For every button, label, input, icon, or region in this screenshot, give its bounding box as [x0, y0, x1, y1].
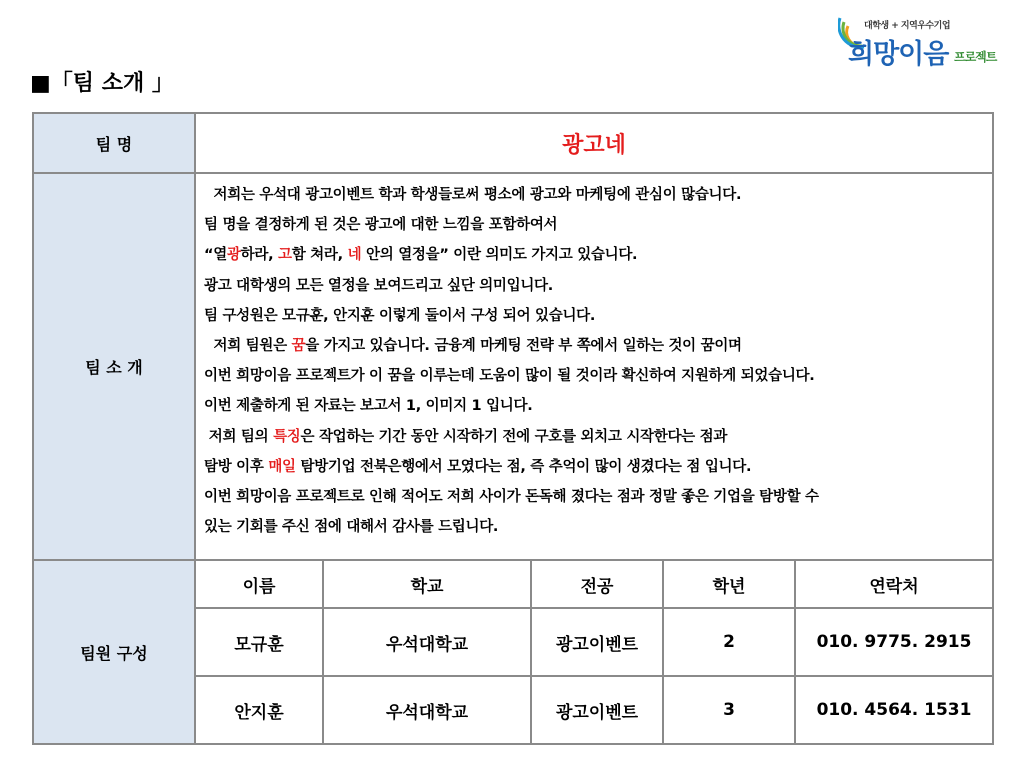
highlight-text: 고 — [278, 247, 292, 264]
intro-text: 이번 희망이음 프로젝트로 인해 적어도 저희 사이가 돈독해 졌다는 점과 정말 좋은 기업을 탐방할 수 — [204, 489, 819, 506]
project-logo — [838, 14, 998, 76]
intro-line — [204, 361, 984, 391]
intro-text: 저희 팀의 — [204, 428, 274, 445]
member-major: 광고이벤트 — [531, 608, 663, 676]
intro-text: “열 — [204, 247, 227, 264]
intro-text: 저희 팀원은 — [204, 338, 292, 355]
members-row — [33, 560, 993, 744]
members-cell — [195, 560, 993, 744]
logo-tagline: 대학생 + 지역우수기업 — [864, 21, 951, 31]
intro-text: 탐방기업 전북은행에서 모였다는 점, 즉 추억이 많이 생겼다는 점 입니다. — [295, 458, 752, 475]
intro-line — [204, 482, 984, 512]
team-intro-label: 팀 소 개 — [33, 173, 195, 560]
header-grade: 학년 — [663, 561, 795, 608]
members-label: 팀원 구성 — [33, 560, 195, 744]
intro-text: 은 작업하는 기간 동안 시작하기 전에 구호를 외치고 시작한다는 점과 — [300, 428, 728, 445]
intro-text: 안의 열정을” 이란 의미도 가지고 있습니다. — [361, 247, 638, 264]
team-name-value: 광고네 — [195, 113, 993, 173]
member-school: 우석대학교 — [323, 676, 531, 743]
intro-text: 이번 제출하게 된 자료는 보고서 1, 이미지 1 입니다. — [204, 398, 533, 415]
team-intro-text — [195, 173, 993, 560]
team-intro-row — [33, 173, 993, 560]
team-name-row — [33, 113, 993, 173]
members-table — [196, 561, 992, 743]
intro-text: 팀 구성원은 모규훈, 안지훈 이렇게 둘이서 구성 되어 있습니다. — [204, 307, 596, 324]
intro-text: 있는 기회를 주신 점에 대해서 감사를 드립니다. — [204, 519, 499, 536]
member-contact: 010. 9775. 2915 — [795, 608, 992, 676]
member-name: 안지훈 — [234, 702, 284, 723]
highlight-text: 매일 — [268, 458, 296, 475]
intro-line — [204, 271, 984, 301]
table-row — [196, 676, 992, 743]
intro-text: 함 쳐라, — [291, 247, 348, 264]
intro-text: 저희는 우석대 광고이벤트 학과 학생들로써 평소에 광고와 마케팅에 관심이 많습니다. — [204, 187, 742, 203]
intro-text: 을 가지고 있습니다. 금융계 마케팅 전략 부 쪽에서 일하는 것이 꿈이며 — [305, 338, 742, 355]
highlight-text: 네 — [347, 247, 362, 264]
intro-line — [204, 301, 984, 331]
intro-line — [204, 452, 984, 482]
intro-line — [204, 512, 984, 542]
members-header-row — [196, 561, 992, 608]
intro-text: 광고 대학생의 모든 열정을 보여드리고 싶단 의미입니다. — [204, 277, 553, 294]
highlight-text: 특징 — [273, 428, 301, 445]
intro-line — [204, 331, 984, 361]
team-name-label: 팀 명 — [33, 113, 195, 173]
member-contact: 010. 4564. 1531 — [795, 676, 992, 743]
team-table — [32, 112, 994, 745]
logo-title: 희망이음 — [848, 39, 949, 70]
table-row — [196, 608, 992, 676]
member-name: 모규훈 — [196, 608, 323, 676]
intro-text: 탐방 이후 — [204, 458, 269, 475]
intro-text: 팀 명을 결정하게 된 것은 광고에 대한 느낌을 포함하여서 — [204, 217, 558, 234]
header-contact: 연락처 — [795, 561, 992, 608]
intro-line — [204, 210, 984, 240]
intro-line — [204, 180, 984, 210]
intro-text: 이번 희망이음 프로젝트가 이 꿈을 이루는데 도움이 많이 될 것이라 확신하여 지원하게 되었습니다. — [204, 368, 815, 385]
member-grade: 2 — [663, 608, 795, 676]
highlight-text: 꿈 — [291, 338, 306, 355]
page-title: ■「팀 소개 」 — [30, 71, 174, 96]
intro-line — [204, 391, 984, 421]
highlight-text: 광 — [226, 247, 241, 264]
header-name: 이름 — [196, 561, 323, 608]
member-school: 우석대학교 — [323, 608, 531, 676]
intro-line — [204, 240, 984, 270]
member-major: 광고이벤트 — [531, 676, 663, 743]
intro-line — [204, 422, 984, 452]
member-grade: 3 — [663, 676, 795, 743]
header-school: 학교 — [323, 561, 531, 608]
logo-subtitle: 프로젝트 — [954, 50, 997, 64]
intro-text: 하라, — [240, 247, 279, 264]
header-major: 전공 — [531, 561, 663, 608]
